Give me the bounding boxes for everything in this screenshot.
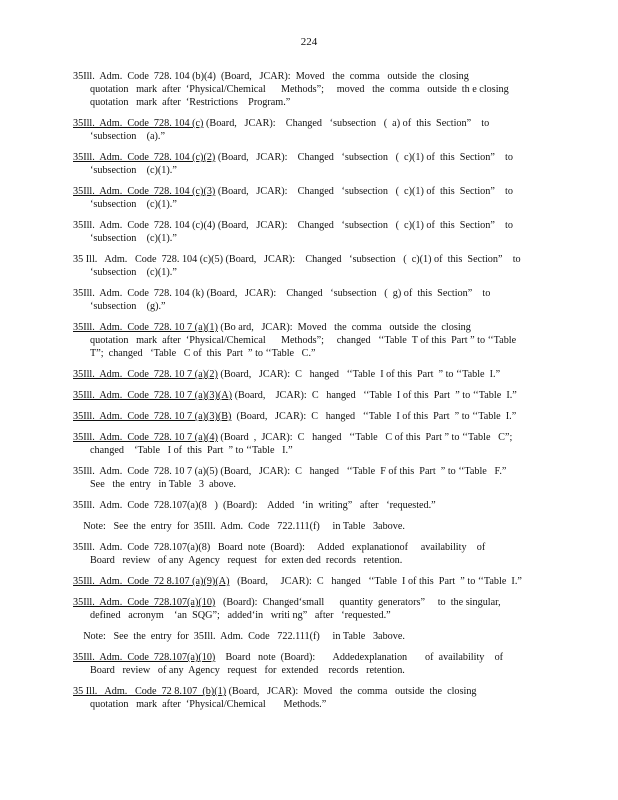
entry-line xyxy=(73,300,543,313)
amendment-entry xyxy=(73,185,543,211)
amendment-entry xyxy=(73,596,543,622)
note-entry xyxy=(73,630,543,643)
code-reference: 35 Ill. Adm. Code 72 8.107 (b)(1) xyxy=(73,686,227,697)
entry-text: (Board , JCAR): C hanged ‘‘Table C of this Part ” to ‘‘Table C”; xyxy=(217,432,513,443)
amendment-entry xyxy=(73,465,543,491)
entry-line xyxy=(73,70,543,83)
entry-text: (Board, JCAR): Moved the comma outside the closing xyxy=(215,71,469,82)
entry-line xyxy=(73,219,543,232)
entry-text: (Board, JCAR): C hanged ‘‘Table I of this Part ” to ‘‘Table I.” xyxy=(232,390,517,401)
amendment-entry xyxy=(73,253,543,279)
entry-line xyxy=(73,198,543,211)
amendment-entry xyxy=(73,219,543,245)
entry-text: Board note (Board): Addedexplanation of availability of xyxy=(215,652,504,663)
entry-text: ‘subsection (c)(1).” xyxy=(90,233,177,244)
amendment-entry xyxy=(73,151,543,177)
entry-text: defined acronym ‘an SQG”; added‘in writi ng” after ‘requested.” xyxy=(90,610,391,621)
entry-line xyxy=(73,541,543,554)
entry-text: quotation mark after ‘Physical/Chemical Methods”; moved the comma outside th e closing xyxy=(90,84,509,95)
entry-text: ) (Board): Added ‘in writing” after ‘requested.” xyxy=(206,500,436,511)
entry-line xyxy=(73,630,543,643)
code-reference: 35Ill. Adm. Code 728. 104 (k) xyxy=(73,288,205,299)
code-reference: 35Ill. Adm. Code 728. 10 7 (a)(4) xyxy=(73,432,218,443)
entry-text: (Board): Changed‘small quantity generators” to the singular, xyxy=(215,597,501,608)
amendment-entry xyxy=(73,321,543,360)
entry-text: Board note (Board): Added explanationof availability of xyxy=(210,542,486,553)
entry-line xyxy=(73,347,543,360)
entry-text: T”; changed ‘Table C of this Part ” to ‘‘Table C.” xyxy=(90,348,316,359)
entry-line xyxy=(73,410,543,423)
entry-line xyxy=(73,431,543,444)
amendment-entry xyxy=(73,70,543,109)
entry-text: ‘subsection (c)(1).” xyxy=(90,199,177,210)
code-reference: 35Ill. Adm. Code 728. 10 7 (a)(2) xyxy=(73,369,218,380)
entry-text: (Board, JCAR): Changed ‘subsection ( g) of this Section” to xyxy=(204,288,491,299)
code-reference: 35 Ill. Adm. Code 728. 104 (c)(5) xyxy=(73,254,223,265)
entry-line xyxy=(73,664,543,677)
amendment-entry xyxy=(73,287,543,313)
entry-text: Note: See the entry for 35Ill. Adm. Code 722.111(f) in Table 3above. xyxy=(73,631,405,642)
amendment-entries xyxy=(73,70,543,719)
entry-line xyxy=(73,651,543,664)
code-reference: 35Ill. Adm. Code 728. 104 (c) xyxy=(73,118,204,129)
entry-line xyxy=(73,117,543,130)
entry-text: (Board, JCAR): Changed ‘subsection ( c)(1) of this Section” to xyxy=(215,186,513,197)
entry-line xyxy=(73,554,543,567)
entry-line xyxy=(73,499,543,512)
code-reference: 35Ill. Adm. Code 728. 104 (b)(4) xyxy=(73,71,216,82)
entry-text: quotation mark after ‘Physical/Chemical Methods”; changed ‘‘Table T of this Part ” to ‘‘Table xyxy=(90,335,517,346)
entry-text: Board review of any Agency request for extended records retention. xyxy=(90,665,405,676)
entry-line xyxy=(73,465,543,478)
entry-text: (Board, JCAR): C hanged ‘‘Table F of this Part ” to ‘‘Table F.” xyxy=(217,466,507,477)
entry-text: ‘subsection (c)(1).” xyxy=(90,267,177,278)
amendment-entry xyxy=(73,431,543,457)
entry-line xyxy=(73,321,543,334)
amendment-entry xyxy=(73,368,543,381)
amendment-entry xyxy=(73,541,543,567)
entry-line xyxy=(73,444,543,457)
entry-text: ‘subsection (a).” xyxy=(90,131,165,142)
entry-text: (Board, JCAR): C hanged ‘‘Table I of this Part ” to ‘‘Table I.” xyxy=(231,411,517,422)
page-number: 224 xyxy=(300,36,318,48)
code-reference: 35Ill. Adm. Code 728. 104 (c)(3) xyxy=(73,186,216,197)
entry-text: See the entry in Table 3 above. xyxy=(90,479,236,490)
entry-line xyxy=(73,334,543,347)
entry-line xyxy=(73,253,543,266)
entry-line xyxy=(73,266,543,279)
entry-text: changed ‘Table I of this Part ” to ‘‘Table I.” xyxy=(90,445,293,456)
entry-line xyxy=(73,389,543,402)
entry-text: (Board, JCAR): C hanged ‘‘Table I of this Part ” to ‘‘Table I.” xyxy=(229,576,522,587)
code-reference: 35Ill. Adm. Code 728. 10 7 (a)(3)(A) xyxy=(73,390,233,401)
entry-text: (Bo ard, JCAR): Moved the comma outside the closing xyxy=(217,322,471,333)
entry-line xyxy=(73,287,543,300)
code-reference: 35Ill. Adm. Code 728. 104 (c)(2) xyxy=(73,152,216,163)
amendment-entry xyxy=(73,410,543,423)
entry-text: (Board, JCAR): Moved the comma outside the closing xyxy=(226,686,477,697)
entry-text: Note: See the entry for 35Ill. Adm. Code 722.111(f) in Table 3above. xyxy=(73,521,405,532)
code-reference: 35Ill. Adm. Code 728.107(a)(10) xyxy=(73,652,216,663)
entry-line xyxy=(73,596,543,609)
entry-line xyxy=(73,185,543,198)
code-reference: 35Ill. Adm. Code 728.107(a)(10) xyxy=(73,597,216,608)
code-reference: 35Ill. Adm. Code 728. 104 (c)(4) xyxy=(73,220,216,231)
entry-line xyxy=(73,232,543,245)
entry-line xyxy=(73,698,543,711)
entry-line xyxy=(73,151,543,164)
code-reference: 35Ill. Adm. Code 728. 10 7 (a)(1) xyxy=(73,322,218,333)
entry-text: (Board, JCAR): C hanged ‘‘Table I of this Part ” to ‘‘Table I.” xyxy=(217,369,501,380)
entry-text: (Board, JCAR): Changed ‘subsection ( c)(1) of this Section” to xyxy=(222,254,521,265)
entry-text: (Board, JCAR): Changed ‘subsection ( c)(1) of this Section” to xyxy=(215,152,513,163)
entry-line xyxy=(73,609,543,622)
entry-line xyxy=(73,575,543,588)
entry-line xyxy=(73,520,543,533)
note-entry xyxy=(73,520,543,533)
amendment-entry xyxy=(73,499,543,512)
entry-line xyxy=(73,130,543,143)
entry-line xyxy=(73,368,543,381)
entry-line xyxy=(73,164,543,177)
code-reference: 35Ill. Adm. Code 72 8.107 (a)(9)(A) xyxy=(73,576,230,587)
amendment-entry xyxy=(73,117,543,143)
amendment-entry xyxy=(73,651,543,677)
code-reference: 35Ill. Adm. Code 728. 10 7 (a)(5) xyxy=(73,466,218,477)
amendment-entry xyxy=(73,685,543,711)
code-reference: 35Ill. Adm. Code 728. 10 7 (a)(3)(B) xyxy=(73,411,232,422)
entry-line xyxy=(73,478,543,491)
code-reference: 35Ill. Adm. Code 728.107(a)(8 xyxy=(73,500,207,511)
entry-text: (Board, JCAR): Changed ‘subsection ( a) of this Section” to xyxy=(203,118,490,129)
entry-text: quotation mark after ‘Restrictions Program.” xyxy=(90,97,291,108)
entry-text: quotation mark after ‘Physical/Chemical Methods.” xyxy=(90,699,327,710)
entry-text: ‘subsection (g).” xyxy=(90,301,166,312)
amendment-entry xyxy=(73,575,543,588)
entry-text: (Board, JCAR): Changed ‘subsection ( c)(1) of this Section” to xyxy=(215,220,513,231)
entry-line xyxy=(73,685,543,698)
entry-text: ‘subsection (c)(1).” xyxy=(90,165,177,176)
entry-line xyxy=(73,83,543,96)
amendment-entry xyxy=(73,389,543,402)
entry-text: Board review of any Agency request for exten ded records retention. xyxy=(90,555,403,566)
entry-line xyxy=(73,96,543,109)
code-reference: 35Ill. Adm. Code 728.107(a)(8) xyxy=(73,542,211,553)
